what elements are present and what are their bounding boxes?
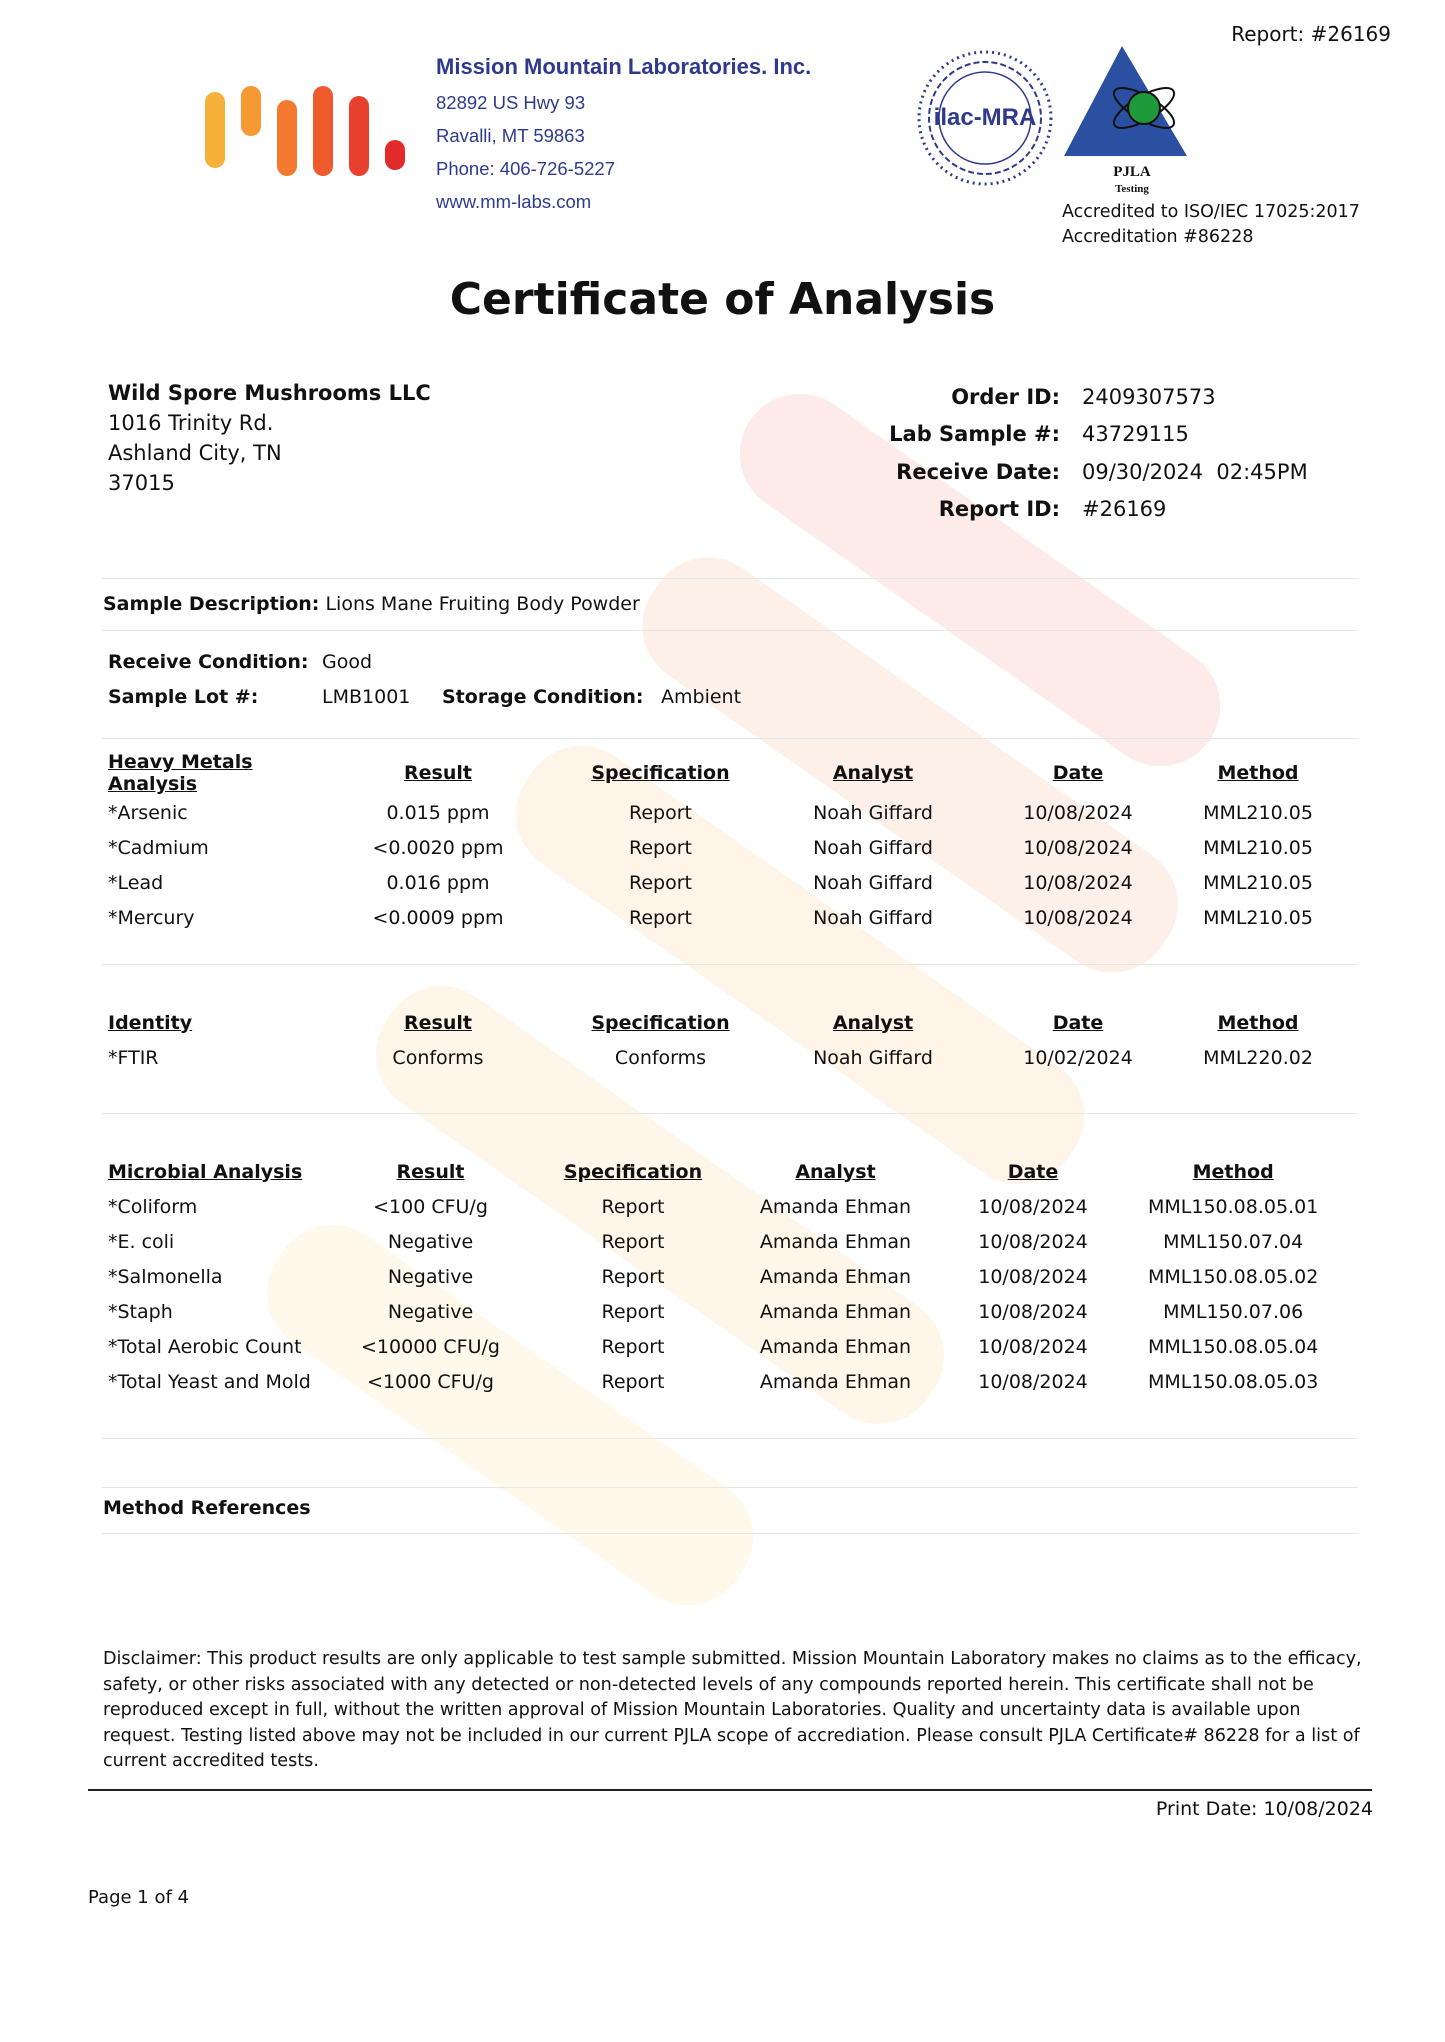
pjla-name: PJLA — [1113, 164, 1151, 180]
table-cell: Negative — [387, 1265, 474, 1288]
table-cell: Report — [629, 906, 692, 929]
receive-date-label: Receive Date: — [896, 459, 1060, 484]
table-cell: MML150.08.05.04 — [1148, 1335, 1319, 1358]
table-cell: Amanda Ehman — [759, 1195, 912, 1218]
lab-address-line: 82892 US Hwy 93 — [436, 92, 586, 113]
client-block — [108, 378, 431, 498]
table-cell: MML220.02 — [1203, 1046, 1313, 1069]
table-cell: Report — [629, 871, 692, 894]
sample-description — [103, 593, 640, 615]
table-cell: Noah Giffard — [813, 906, 933, 929]
order-info — [760, 378, 1308, 528]
report-id-value: #26169 — [1082, 497, 1167, 522]
table-row — [108, 1329, 1318, 1364]
divider — [102, 578, 1358, 579]
table-cell: Noah Giffard — [813, 801, 933, 824]
client-city: Ashland City, TN — [108, 441, 282, 465]
microbial-header-cell: Method — [1192, 1160, 1274, 1183]
table-cell: 10/08/2024 — [1023, 906, 1133, 929]
order-id-label: Order ID: — [951, 384, 1060, 409]
table-row — [108, 865, 1313, 900]
microbial-header-cell: Result — [396, 1160, 465, 1183]
table-cell: Negative — [387, 1300, 474, 1323]
pjla-logo — [1062, 44, 1202, 196]
receive-condition-label: Receive Condition: — [108, 651, 309, 673]
table-cell: 10/08/2024 — [1023, 871, 1133, 894]
table-cell: 0.016 ppm — [386, 871, 490, 894]
heavy-metals-header-row — [108, 751, 1313, 795]
accreditation-standard: Accredited to ISO/IEC 17025:2017 — [1062, 202, 1360, 222]
table-cell: 10/08/2024 — [1023, 801, 1133, 824]
table-cell: Conforms — [614, 1046, 707, 1069]
lab-sample-value: 43729115 — [1082, 422, 1189, 447]
table-cell: MML210.05 — [1203, 906, 1313, 929]
table-row — [108, 1040, 1313, 1075]
table-cell: *Mercury — [108, 906, 195, 929]
lab-sample-row — [760, 416, 1308, 454]
table-cell: Report — [601, 1230, 665, 1253]
table-cell: Report — [601, 1300, 665, 1323]
table-row — [108, 900, 1313, 935]
table-cell: MML150.08.05.02 — [1148, 1265, 1319, 1288]
pjla-sub: Testing — [1115, 183, 1149, 195]
ilac-text: ilac-MRA — [933, 104, 1037, 131]
table-row — [108, 1189, 1318, 1224]
table-cell: MML210.05 — [1203, 801, 1313, 824]
sample-lot-value: LMB1001 — [322, 686, 411, 708]
lab-city-line: Ravalli, MT 59863 — [436, 125, 585, 146]
table-row — [108, 830, 1313, 865]
table-cell: <10000 CFU/g — [361, 1335, 500, 1358]
order-id-value: 2409307573 — [1082, 384, 1216, 409]
table-cell: 10/08/2024 — [978, 1335, 1088, 1358]
client-street: 1016 Trinity Rd. — [108, 411, 274, 435]
divider — [102, 738, 1358, 739]
table-cell: *E. coli — [108, 1230, 175, 1253]
sample-desc-label: Sample Description: — [103, 593, 320, 615]
table-cell: Noah Giffard — [813, 871, 933, 894]
table-cell: MML210.05 — [1203, 871, 1313, 894]
table-cell: Report — [601, 1335, 665, 1358]
table-cell: Report — [601, 1265, 665, 1288]
identity-header-cell: Specification — [591, 1011, 730, 1034]
identity-header-cell: Date — [1052, 1011, 1104, 1034]
table-cell: *Total Yeast and Mold — [108, 1370, 311, 1393]
heavy-metals-header-cell: Result — [404, 762, 472, 784]
disclaimer: Disclaimer: This product results are only applicable to test sample submitted. Mission Mountain Laboratory makes no claims as to the efficacy, safety, or other risks associated with any detected or non-detected levels of any compounds reported herein. This certificate shall not be reproduced except in full, without the written approval of Mission Mountain Laboratories. Quality and uncertainty data is available upon request. Testing listed above may not be included in our current PJLA scope of accrediation. Please consult PJLA Certificate# 86228 for a list of current accredited tests. — [103, 1649, 1362, 1771]
table-cell: Negative — [387, 1230, 474, 1253]
lab-phone: Phone: 406-726-5227 — [436, 158, 615, 179]
order-id-row — [760, 378, 1308, 416]
microbial-header-cell: Specification — [563, 1160, 703, 1183]
divider — [102, 1533, 1358, 1534]
heavy-metals-header-cell: Analyst — [832, 762, 914, 784]
divider — [102, 964, 1358, 965]
table-cell: Amanda Ehman — [759, 1230, 912, 1253]
identity-header-cell: Result — [404, 1011, 472, 1034]
identity-table — [108, 1005, 1313, 1075]
print-date: Print Date: 10/08/2024 — [1155, 1798, 1373, 1820]
heavy-metals-header-cell: Specification — [591, 762, 730, 784]
identity-header-cell: Method — [1217, 1011, 1299, 1034]
report-number: Report: #26169 — [1231, 22, 1391, 46]
table-cell: 10/08/2024 — [978, 1300, 1088, 1323]
table-cell: Report — [601, 1195, 665, 1218]
table-cell: *Staph — [108, 1300, 173, 1323]
table-cell: Amanda Ehman — [759, 1370, 912, 1393]
footer-rule — [88, 1789, 1372, 1791]
table-cell: MML150.08.05.01 — [1148, 1195, 1319, 1218]
receive-condition-value: Good — [322, 651, 373, 673]
table-cell: Amanda Ehman — [759, 1335, 912, 1358]
receive-date-row — [760, 453, 1308, 491]
heavy-metals-header-cell: Date — [1052, 762, 1104, 784]
microbial-table — [108, 1154, 1318, 1399]
divider — [102, 1113, 1358, 1114]
table-cell: Report — [601, 1370, 665, 1393]
table-cell: Noah Giffard — [813, 1046, 933, 1069]
client-zip: 37015 — [108, 471, 175, 495]
table-cell: *Arsenic — [108, 801, 188, 824]
storage-condition-value: Ambient — [661, 686, 742, 708]
accreditation — [1062, 200, 1360, 250]
lab-name: Mission Mountain Laboratories. Inc. — [436, 54, 812, 79]
microbial-header-cell: Microbial Analysis — [108, 1160, 303, 1183]
table-cell: Noah Giffard — [813, 836, 933, 859]
table-cell: Report — [629, 836, 692, 859]
heavy-metals-header-cell: Heavy Metals Analysis — [108, 751, 253, 795]
table-cell: 10/08/2024 — [978, 1370, 1088, 1393]
accreditation-number: Accreditation #86228 — [1062, 227, 1254, 247]
table-cell: *Lead — [108, 871, 164, 894]
page-title: Certificate of Analysis — [449, 274, 996, 325]
sample-desc-value: Lions Mane Fruiting Body Powder — [325, 593, 640, 615]
table-cell: 10/02/2024 — [1023, 1046, 1133, 1069]
table-cell: MML150.07.04 — [1163, 1230, 1304, 1253]
table-cell: *Cadmium — [108, 836, 209, 859]
divider — [102, 1438, 1358, 1439]
table-row — [108, 1224, 1318, 1259]
storage-condition-label: Storage Condition: — [442, 686, 644, 708]
table-cell: 10/08/2024 — [978, 1195, 1088, 1218]
method-references: Method References — [103, 1497, 311, 1519]
table-cell: Conforms — [392, 1046, 484, 1069]
table-cell: <100 CFU/g — [373, 1195, 488, 1218]
identity-header-cell: Analyst — [832, 1011, 914, 1034]
table-cell: <0.0020 ppm — [372, 836, 504, 859]
client-name: Wild Spore Mushrooms LLC — [108, 381, 431, 405]
table-cell: *Salmonella — [108, 1265, 223, 1288]
microbial-header-cell: Date — [1007, 1160, 1059, 1183]
identity-header-cell: Identity — [108, 1011, 193, 1034]
table-cell: *Total Aerobic Count — [108, 1335, 302, 1358]
table-cell: <0.0009 ppm — [372, 906, 504, 929]
receive-date-value: 09/30/2024 02:45PM — [1082, 459, 1308, 484]
microbial-header-row — [108, 1154, 1318, 1189]
table-cell: 10/08/2024 — [1023, 836, 1133, 859]
microbial-header-cell: Analyst — [795, 1160, 876, 1183]
table-cell: Amanda Ehman — [759, 1300, 912, 1323]
table-row — [108, 1364, 1318, 1399]
report-id-label: Report ID: — [938, 497, 1060, 522]
divider — [102, 630, 1358, 631]
divider — [102, 1487, 1358, 1488]
identity-header-row — [108, 1005, 1313, 1040]
table-cell: Report — [629, 801, 692, 824]
table-row — [108, 1259, 1318, 1294]
table-row — [108, 795, 1313, 830]
lab-sample-label: Lab Sample #: — [889, 422, 1060, 447]
table-row — [108, 1294, 1318, 1329]
ilac-mra-seal — [915, 48, 1055, 188]
table-cell: 0.015 ppm — [386, 801, 490, 824]
table-cell: Amanda Ehman — [759, 1265, 912, 1288]
heavy-metals-header-cell: Method — [1217, 762, 1299, 784]
table-cell: 10/08/2024 — [978, 1230, 1088, 1253]
lab-info — [436, 54, 811, 218]
page-number: Page 1 of 4 — [88, 1887, 189, 1908]
table-cell: MML210.05 — [1203, 836, 1313, 859]
table-cell: *FTIR — [108, 1046, 159, 1069]
sample-lot-label: Sample Lot #: — [108, 686, 259, 708]
heavy-metals-table — [108, 751, 1313, 935]
lab-logo — [205, 86, 415, 176]
table-cell: <1000 CFU/g — [367, 1370, 494, 1393]
report-id-row — [760, 491, 1308, 529]
table-cell: MML150.08.05.03 — [1148, 1370, 1319, 1393]
table-cell: MML150.07.06 — [1163, 1300, 1304, 1323]
table-cell: *Coliform — [108, 1195, 198, 1218]
table-cell: 10/08/2024 — [978, 1265, 1088, 1288]
lab-website: www.mm-labs.com — [436, 191, 592, 212]
